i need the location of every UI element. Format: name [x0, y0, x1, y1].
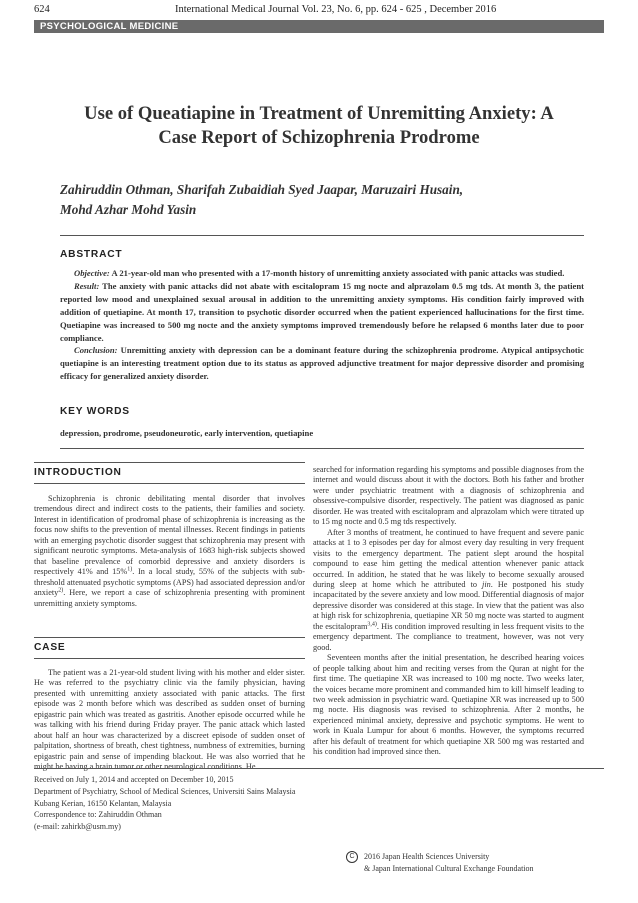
article-title: [40, 102, 598, 150]
author-list: [60, 180, 580, 220]
divider: [34, 483, 305, 484]
divider: [34, 768, 604, 769]
authors-line-1: Zahiruddin Othman, Sharifah Zubaidiah Syed Jaapar, Maruzairi Husain,: [60, 182, 464, 197]
abstract-heading: ABSTRACT: [60, 249, 123, 260]
abstract-objective: Objective: A 21-year-old man who presented with a 17-month history of unremitting anxiety associated with panic attacks was studied.: [74, 268, 565, 278]
conclusion-label: Conclusion:: [74, 345, 118, 356]
objective-label: Objective:: [74, 268, 110, 278]
section-tag: PSYCHOLOGICAL MEDICINE: [34, 20, 604, 33]
abstract-result: Result: The anxiety with panic attacks did not abate with escitalopram 15 mg nocte and alprazolam 0.5 mg tds. At month 3, the patient reported low mood and unexplained sexual arousal in addition to the unremitting anxiety symptoms. His condition fairly improved with addition of quetiapine. At month 17, transition to psychotic disorder occurred when the patient experienced hallucinations for the first time. Quetiapine was increased to 500 mg nocte and the anxiety symptoms improved tremendously before he relapsed 6 months later due to poor compliance.: [60, 280, 585, 343]
divider: [34, 462, 305, 463]
title-line-1: Use of Queatiapine in Treatment of Unremitting Anxiety: A: [84, 103, 554, 124]
abstract-conclusion: Conclusion: Unremitting anxiety with depression can be a dominant feature during the schizophrenia prodrome. Atypical antipsychotic quetiapine is an interesting treatment option due to its status as approved adjunctive treatment for major depressive disorder and promising efficacy for generalized anxiety disorder.: [60, 345, 584, 382]
paragraph: Seventeen months after the initial presentation, he described hearing voices of people talking about him and reciting verses from the Quran at night for the first time. The quetiapine XR was increased to 100 mg nocte. Two weeks later, the voices became more prominent and commanded him to kill himself leading to two week admission in psychiatric ward. Quetiapine XR was increased up to 500 mg nocte. His diagnosis was revised to schizophrenia. After 2 months, he experienced minimal anxiety, depressive and psychotic symptoms. He went to work in Kuala Lumpur for about 6 months. However, the symptoms recurred after his default of treatment for which quetiapine XR 500 mg was restarted and his condition had improved since then.: [313, 653, 584, 757]
abstract-body: [60, 267, 584, 383]
paragraph: searched for information regarding his symptoms and possible diagnoses from the internet and would discuss about it with the doctors. Both his father and brother were under psychiatric treatment with a diagnosis of schizophrenia and obsessive-compulsive disorder, respectively. The patient was diagnosed as panic disorder. He was treated with escitalopram and alprazolam which were titrated up to 15 mg nocte and 0.5 mg tds respectively.: [313, 465, 584, 527]
page-number: 624: [34, 4, 50, 15]
divider: [60, 448, 584, 449]
case-body: [34, 668, 305, 773]
result-label: Result:: [74, 280, 100, 291]
divider: [34, 637, 305, 638]
keywords-heading: KEY WORDS: [60, 406, 130, 417]
title-line-2: Case Report of Schizophrenia Prodrome: [158, 127, 480, 148]
paragraph: Schizophrenia is chronic debilitating mental disorder that involves tremendous direct and indirect costs to the patients, their families and society. Interest in identification of prodromal phase of schizophrenia is increasing as the focus now shifts to the prevention of mental illnesses. Recent findings in patients with an emerging psychotic disorder suggest that schizophrenia may present with significant neurotic symptoms. Meta-analysis of 1683 high-risk subjects showed that baseline prevalence of comorbid depressive and anxiety disorders is respectively 41% and 15%$^{1)}$. In a local study, 55% of the subjects with sub-threshold attenuated psychotic symptoms (APS) had associated depression and/or anxiety$^{2)}$. Here, we report a case of schizophrenia presenting with prominent unremitting anxiety symptoms.: [34, 494, 305, 608]
paragraph: The patient was a 21-year-old student living with his mother and elder sister. He was referred to the psychiatry clinic via the family physician, having presented with unremitting anxiety associated with panic attacks. The first episode was 2 month before which was described as sudden onset of burning epigastric pain which was treated as gastritis. Another episode occurred while he was talking with his friend during Friday prayer. The panic attack which lasted about half an hour was characterized by a discreet episode of sudden onset of palpitation, shortness of breath, chest tightness, numbness of extremities, burning epigastric pain and sense of impending blackout. He was also worried that he might be having a brain tumor or other neurological conditions. He: [34, 668, 305, 772]
introduction-body: [34, 494, 305, 609]
journal-citation: International Medical Journal Vol. 23, No. 6, pp. 624 - 625 , December 2016: [175, 4, 497, 15]
divider: [34, 658, 305, 659]
divider: [60, 235, 584, 236]
authors-line-2: Mohd Azhar Mohd Yasin: [60, 202, 197, 217]
paragraph: After 3 months of treatment, he continued to have frequent and severe panic attacks at 1 to 3 episodes per day for almost every day resulting in very frequent visits to the emergency department. The patient slept around the hospital compound to ease him getting the medical attention whenever panic attack occurred. In addition, he stated that he was likely to become sexually aroused during sleep at home which he attributed to jin. He postponed his study incapacitated by the severe anxiety and low mood. Differential diagnosis of major depressive disorder was considered at this stage. In view that the patient was also at high risk for schizophrenia, quetiapine XR 50 mg nocte was started to augment the escitalopram$^{3,4)}$. His condition improved resulting in less frequent visits to the emergency department. The compliance to treatment, however, was not very good.: [313, 527, 584, 652]
footnote: Received on July 1, 2014 and accepted on December 10, 2015 Department of Psychiatry, School of Medical Sciences, Universiti Sains Malaysia Kubang Kerian, 16150 Kelantan, Malaysia Correspondence to: Zahiruddin Othman (e-mail: zahirkb@usm.my): [34, 775, 296, 832]
case-heading: CASE: [34, 642, 66, 653]
copyright-icon: C: [346, 851, 358, 863]
case-body-continued: [313, 465, 584, 758]
introduction-heading: INTRODUCTION: [34, 467, 122, 478]
keywords-text: depression, prodrome, pseudoneurotic, early intervention, quetiapine: [60, 428, 314, 438]
copyright-notice: C 2016 Japan Health Sciences University & Japan International Cultural Exchange Foundation: [346, 851, 616, 875]
